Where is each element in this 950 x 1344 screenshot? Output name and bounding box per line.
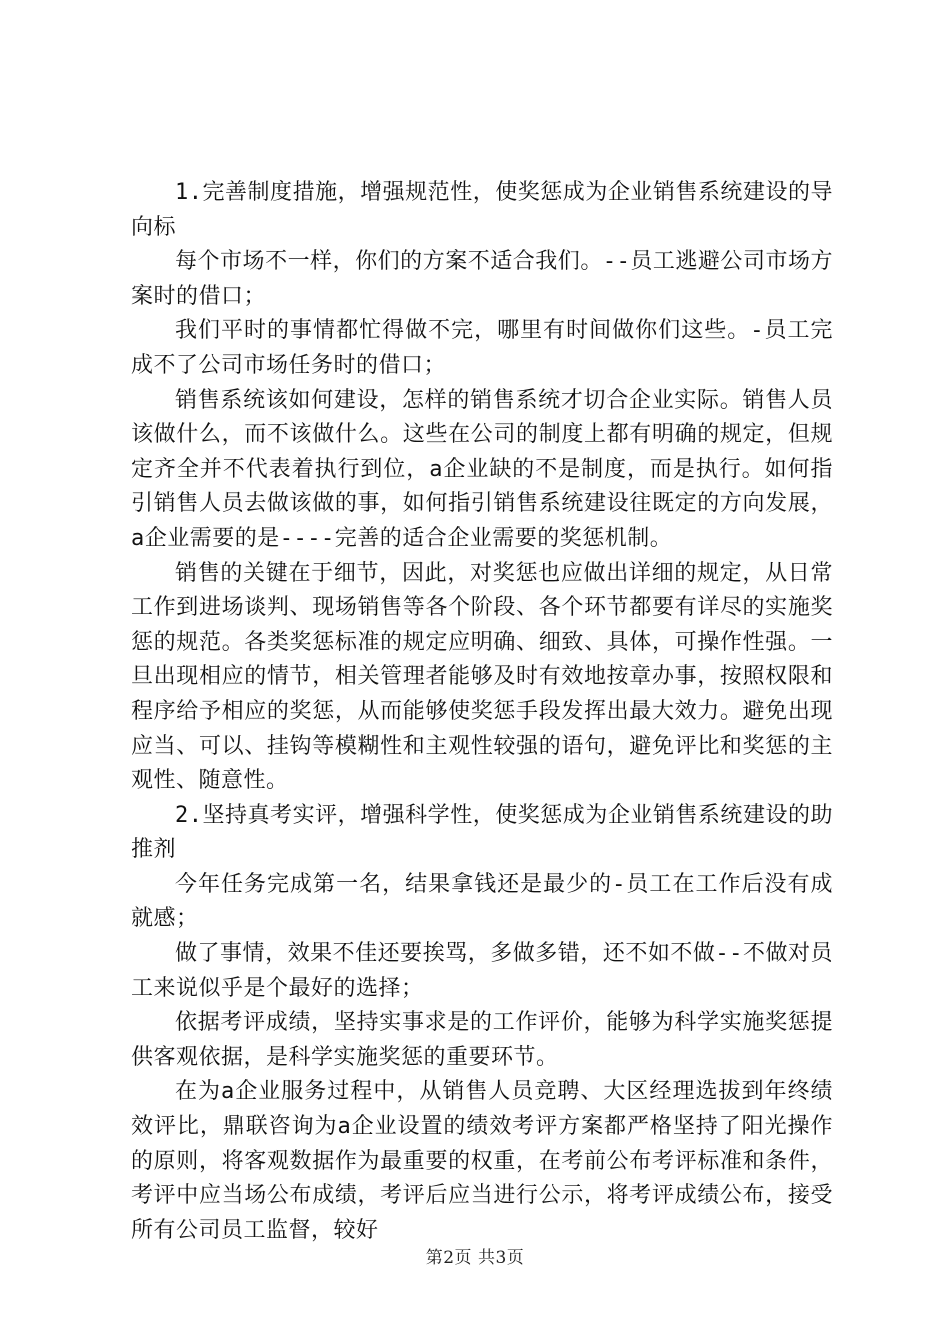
body-paragraph: 在为a企业服务过程中，从销售人员竞聘、大区经理选拔到年终绩效评比，鼎联咨询为a企业设置的绩效考评方案都严格坚持了阳光操作的原则，将客观数据作为最重要的权重，在考前公布考评标准和条件，考评中应当场公布成绩，考评后应当进行公示，将考评成绩公布，接受所有公司员工监督，较好 [131, 1079, 833, 1243]
body-paragraph: 每个市场不一样，你们的方案不适合我们。--员工逃避公司市场方案时的借口； [131, 249, 833, 309]
section-heading-2: 2.坚持真考实评，增强科学性，使奖惩成为企业销售系统建设的助推剂 [131, 802, 833, 863]
document-body [131, 176, 833, 1248]
body-paragraph: 我们平时的事情都忙得做不完，哪里有时间做你们这些。-员工完成不了公司市场任务时的借口； [131, 318, 833, 378]
body-paragraph: 做了事情，效果不佳还要挨骂，多做多错，还不如不做--不做对员工来说似乎是个最好的选择； [131, 941, 833, 1001]
section-heading-1: 1.完善制度措施，增强规范性，使奖惩成为企业销售系统建设的导向标 [131, 180, 833, 240]
body-paragraph: 今年任务完成第一名，结果拿钱还是最少的-员工在工作后没有成就感； [131, 871, 833, 932]
body-paragraph: 销售系统该如何建设，怎样的销售系统才切合企业实际。销售人员该做什么，而不该做什么。这些在公司的制度上都有明确的规定，但规定齐全并不代表着执行到位，a企业缺的不是制度，而是执行。如何指引销售人员去做该做的事，如何指引销售系统建设往既定的方向发展，a企业需要的是----完善的适合企业需要的奖惩机制。 [131, 387, 833, 551]
page-number-footer: 第2页 共3页 [425, 1248, 525, 1268]
body-paragraph: 销售的关键在于细节，因此，对奖惩也应做出详细的规定，从日常工作到进场谈判、现场销售等各个阶段、各个环节都要有详尽的实施奖惩的规范。各类奖惩标准的规定应明确、细致、具体，可操作性强。一旦出现相应的情节，相关管理者能够及时有效地按章办事，按照权限和程序给予相应的奖惩，从而能够使奖惩手段发挥出最大效力。避免出现应当、可以、挂钩等模糊性和主观性较强的语句，避免评比和奖惩的主观性、随意性。 [131, 560, 833, 794]
body-paragraph: 依据考评成绩，坚持实事求是的工作评价，能够为科学实施奖惩提供客观依据，是科学实施奖惩的重要环节。 [131, 1010, 833, 1070]
